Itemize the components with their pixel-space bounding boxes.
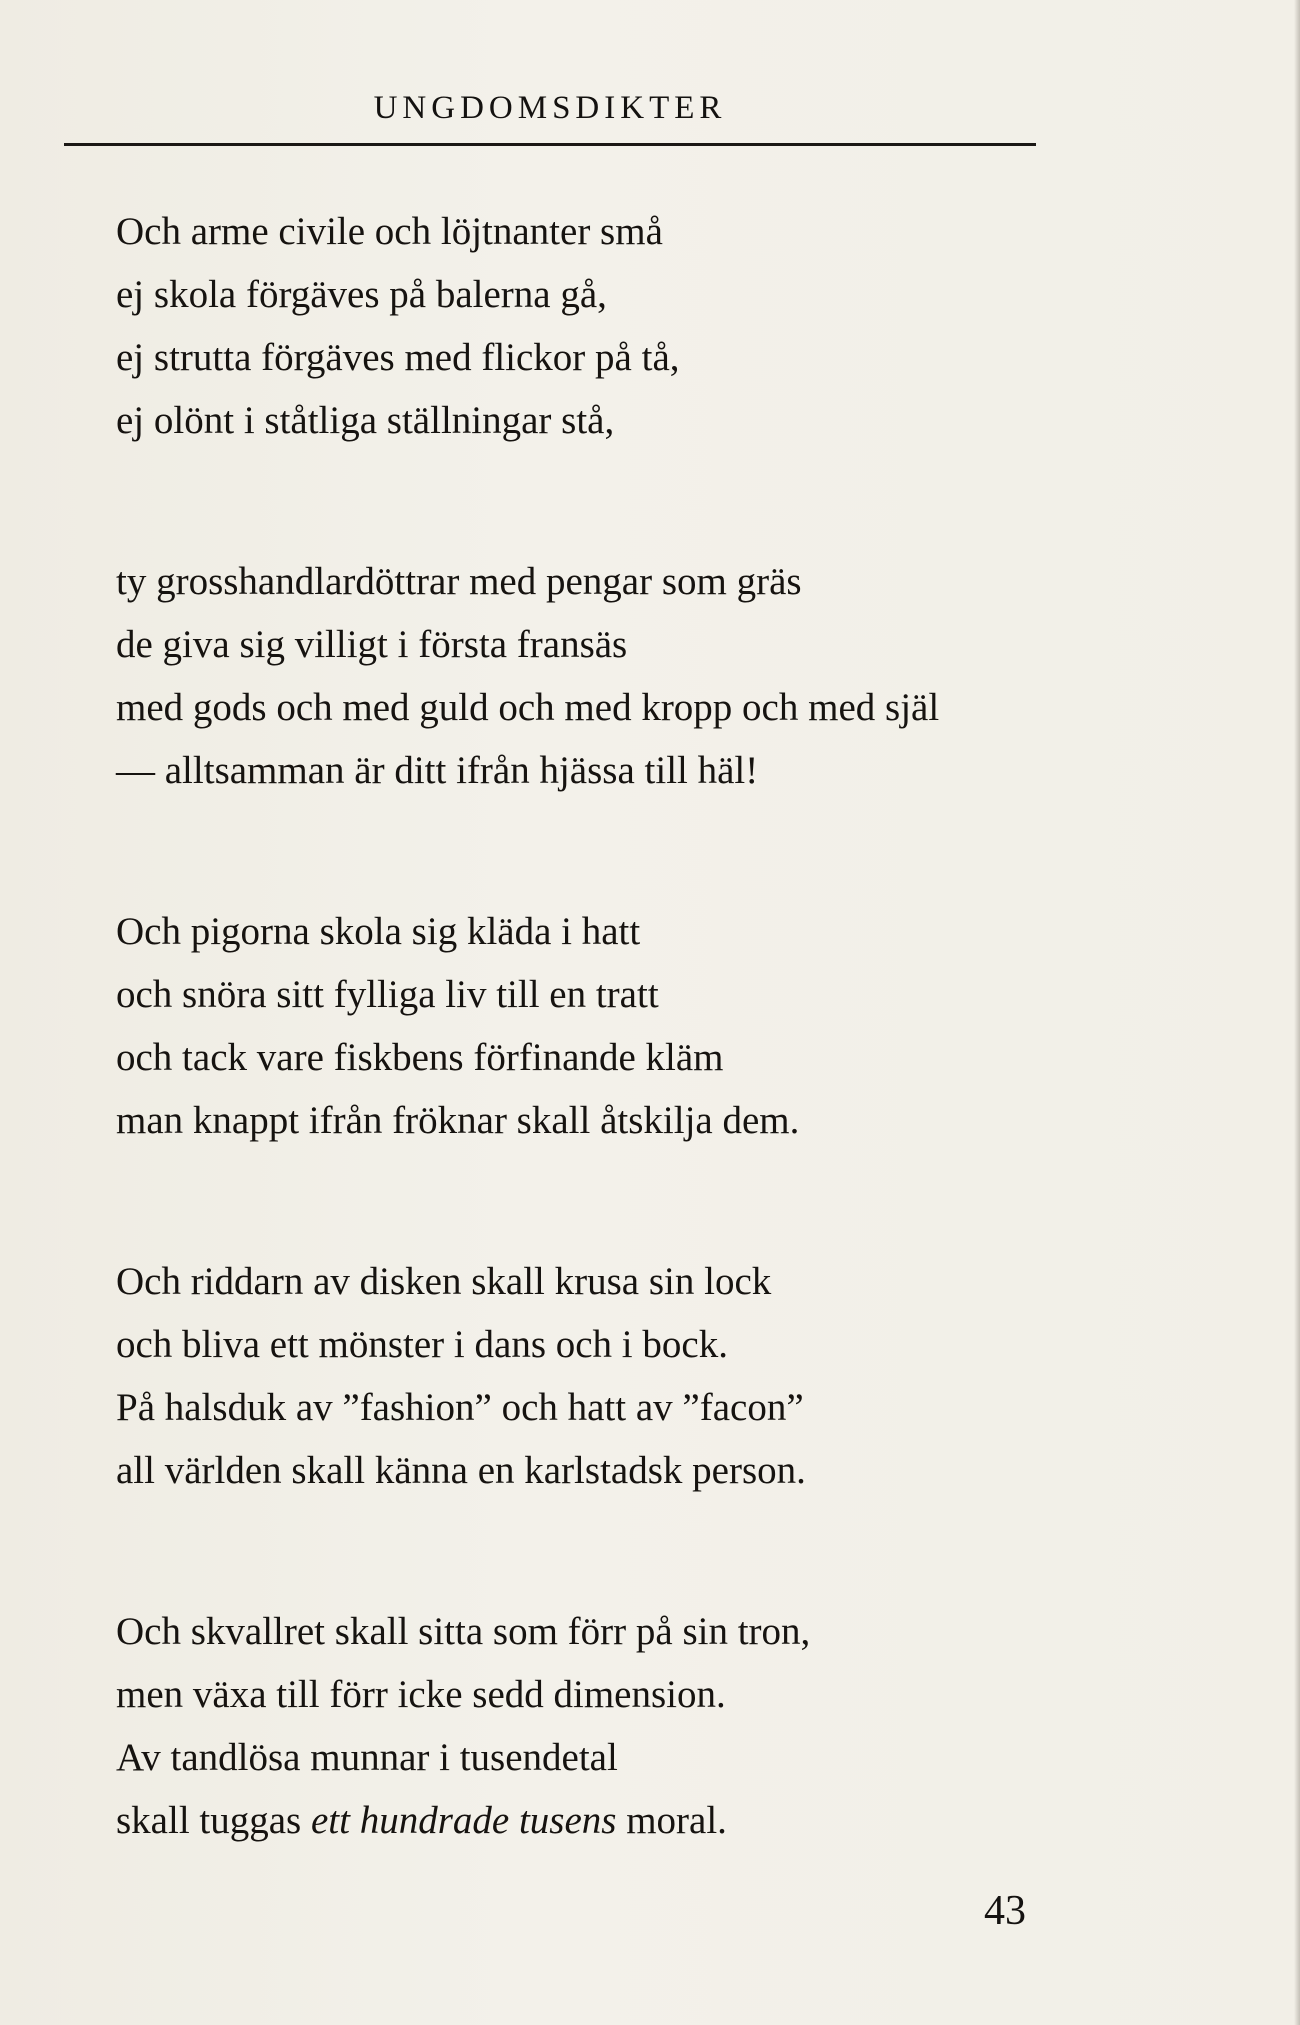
poem-line: Och skvallret skall sitta som förr på sin tron, <box>116 1610 811 1653</box>
poem-line-last <box>116 1789 1236 1852</box>
poem-line: Av tandlösa munnar i tusendetal <box>116 1736 618 1779</box>
poem-line: all världen skall känna en karlstadsk person. <box>116 1449 806 1492</box>
stanza-1 <box>116 200 1236 452</box>
poem-line: ty grosshandlardöttrar med pengar som gräs <box>116 560 802 603</box>
header-rule <box>64 143 1036 146</box>
poem-line: med gods och med guld och med kropp och med själ <box>116 686 940 729</box>
stanza-4 <box>116 1250 1236 1502</box>
poem-line: ej strutta förgäves med flickor på tå, <box>116 336 680 379</box>
poem-line: Och riddarn av disken skall krusa sin lock <box>116 1260 772 1303</box>
poem-line: och tack vare fiskbens förfinande kläm <box>116 1036 724 1079</box>
poem-line: de giva sig villigt i första fransäs <box>116 623 628 666</box>
poem <box>116 200 1236 1950</box>
stanza-5 <box>116 1600 1236 1852</box>
poem-text: moral. <box>616 1799 727 1842</box>
poem-line: man knappt ifrån fröknar skall åtskilja dem. <box>116 1099 800 1142</box>
running-head: UNGDOMSDIKTER <box>373 90 727 126</box>
stanza-3 <box>116 900 1236 1152</box>
poem-line: Och pigorna skola sig kläda i hatt <box>116 910 641 953</box>
poem-line: Och arme civile och löjtnanter små <box>116 210 663 253</box>
poem-line: och bliva ett mönster i dans och i bock. <box>116 1323 728 1366</box>
page-number: 43 <box>984 1888 1026 1934</box>
page-edge-shadow <box>1294 0 1300 2025</box>
poem-line: På halsduk av ”fashion” och hatt av ”facon” <box>116 1386 804 1429</box>
stanza-2 <box>116 550 1236 802</box>
poem-line: och snöra sitt fylliga liv till en tratt <box>116 973 659 1016</box>
poem-line: — alltsamman är ditt ifrån hjässa till häl! <box>116 749 759 792</box>
poem-line: ej olönt i ståtliga ställningar stå, <box>116 399 615 442</box>
poem-italic-text: ett hundrade tusens <box>310 1799 617 1842</box>
poem-text: skall tuggas <box>116 1799 311 1842</box>
poem-line: men växa till förr icke sedd dimension. <box>116 1673 726 1716</box>
poem-line: ej skola förgäves på balerna gå, <box>116 273 607 316</box>
